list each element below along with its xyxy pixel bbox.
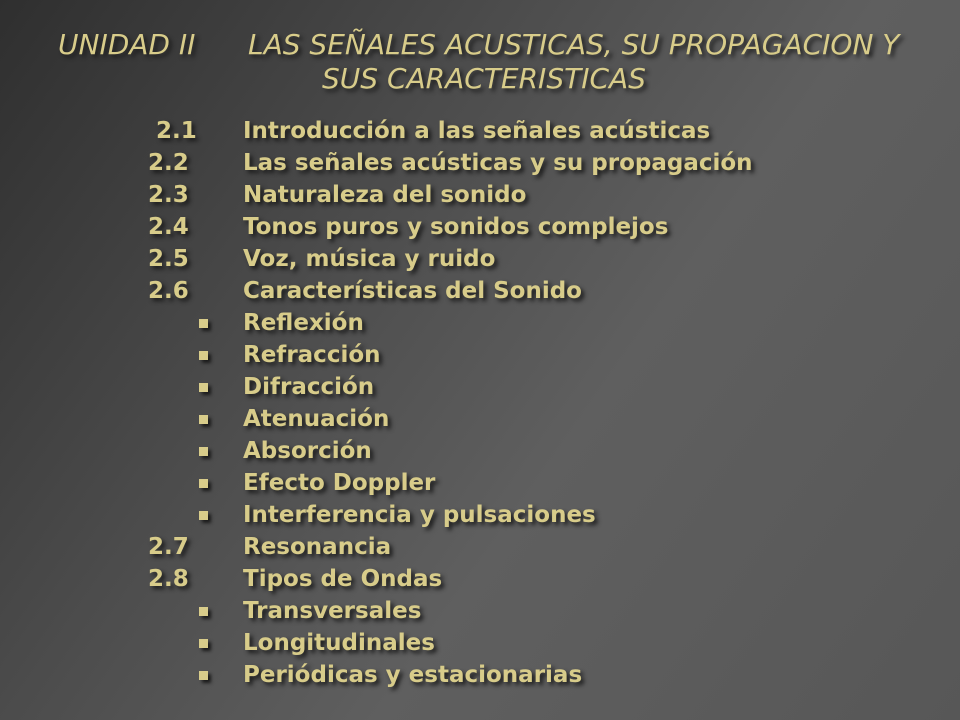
- topic-text: Interferencia y pulsaciones: [243, 502, 596, 528]
- unit-label: UNIDAD II: [58, 28, 196, 61]
- topic-number: 2.8: [148, 566, 189, 592]
- subtopic-item: [0, 659, 960, 691]
- subtopic-item: [0, 403, 960, 435]
- topic-text: Resonancia: [243, 534, 392, 560]
- topic-text: Naturaleza del sonido: [243, 182, 527, 208]
- subtopic-item: [0, 435, 960, 467]
- title-text-line-1: LAS SEÑALES ACUSTICAS, SU PROPAGACION Y: [248, 28, 900, 61]
- topic-item: [0, 147, 960, 179]
- subtopic-item: [0, 307, 960, 339]
- topic-text: Transversales: [243, 598, 422, 624]
- topic-number: 2.2: [148, 150, 189, 176]
- square-bullet-icon: [199, 351, 208, 360]
- square-bullet-icon: [199, 319, 208, 328]
- square-bullet-icon: [199, 447, 208, 456]
- topic-text: Atenuación: [243, 406, 390, 432]
- topic-text: Las señales acústicas y su propagación: [243, 150, 753, 176]
- topic-item: [0, 243, 960, 275]
- square-bullet-icon: [199, 607, 208, 616]
- topic-text: Voz, música y ruido: [243, 246, 496, 272]
- square-bullet-icon: [199, 415, 208, 424]
- topic-item: [0, 275, 960, 307]
- topic-text: Refracción: [243, 342, 381, 368]
- topic-text: Absorción: [243, 438, 372, 464]
- topic-number: 2.6: [148, 278, 189, 304]
- topic-item: [0, 179, 960, 211]
- subtopic-item: [0, 371, 960, 403]
- topic-item: [0, 211, 960, 243]
- title-text-line-2: SUS CARACTERISTICAS: [322, 62, 646, 95]
- topic-item: [0, 563, 960, 595]
- topic-text: Periódicas y estacionarias: [243, 662, 583, 688]
- topic-text: Reflexión: [243, 310, 364, 336]
- topic-text: Características del Sonido: [243, 278, 582, 304]
- square-bullet-icon: [199, 671, 208, 680]
- title-line-1: [58, 28, 899, 62]
- topic-text: Introducción a las señales acústicas: [243, 118, 711, 144]
- subtopic-item: [0, 499, 960, 531]
- square-bullet-icon: [199, 639, 208, 648]
- topic-list: [0, 115, 960, 691]
- topic-text: Longitudinales: [243, 630, 435, 656]
- subtopic-item: [0, 339, 960, 371]
- topic-text: Efecto Doppler: [243, 470, 436, 496]
- topic-text: Difracción: [243, 374, 375, 400]
- topic-item: [0, 115, 960, 147]
- subtopic-item: [0, 467, 960, 499]
- topic-number: 2.3: [148, 182, 189, 208]
- topic-number: 2.5: [148, 246, 189, 272]
- square-bullet-icon: [199, 511, 208, 520]
- topic-number: 2.4: [148, 214, 189, 240]
- topic-number: 2.7: [148, 534, 189, 560]
- subtopic-item: [0, 627, 960, 659]
- topic-number: 2.1: [156, 118, 197, 144]
- topic-item: [0, 531, 960, 563]
- subtopic-item: [0, 595, 960, 627]
- square-bullet-icon: [199, 383, 208, 392]
- topic-text: Tipos de Ondas: [243, 566, 443, 592]
- square-bullet-icon: [199, 479, 208, 488]
- topic-text: Tonos puros y sonidos complejos: [243, 214, 669, 240]
